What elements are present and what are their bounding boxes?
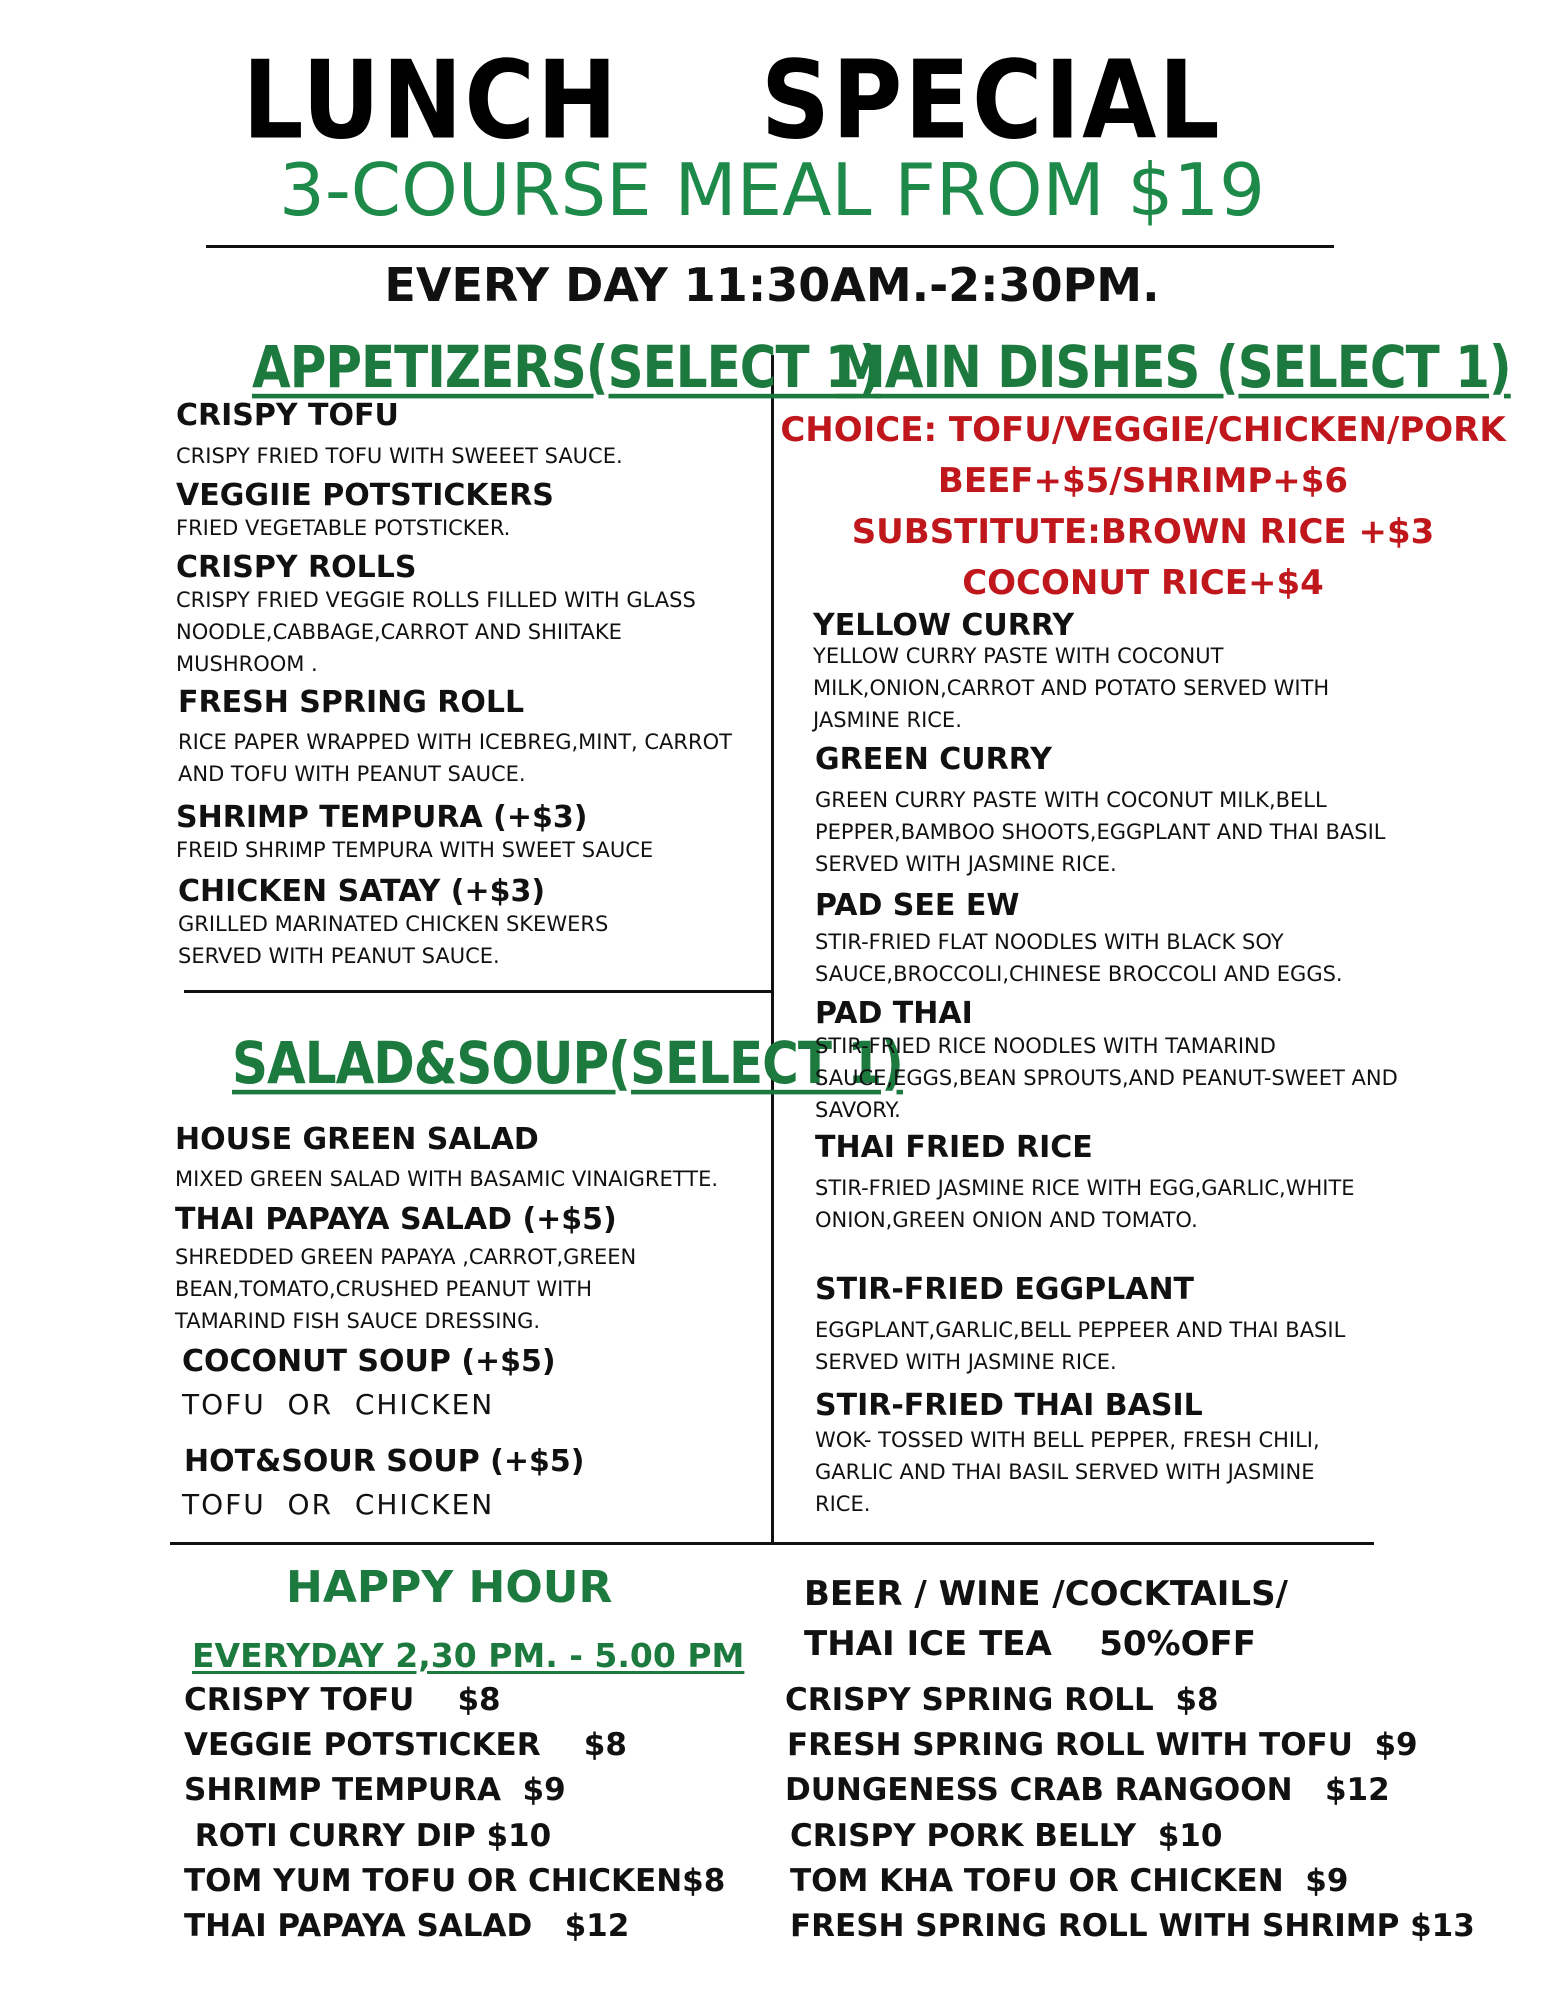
choice-line: BEEF+$5/SHRIMP+$6 (937, 461, 1349, 501)
salad-name: THAI PAPAYA SALAD (+$5) (175, 1202, 617, 1237)
happy-hour-item: TOM YUM TOFU OR CHICKEN$8 (184, 1863, 726, 1899)
drinks-line: BEER / WINE /COCKTAILS/ (804, 1574, 1288, 1614)
main-dish-name: THAI FRIED RICE (815, 1130, 1093, 1165)
salad-soup-heading: SALAD&SOUP(SELECT 1) (232, 1030, 904, 1097)
soup-name: COCONUT SOUP (+$5) (182, 1344, 556, 1379)
happy-hour-heading: HAPPY HOUR (286, 1562, 613, 1613)
happy-hour-item: FRESH SPRING ROLL WITH SHRIMP $13 (790, 1908, 1475, 1944)
happy-hour-item: TOM KHA TOFU OR CHICKEN $9 (790, 1863, 1349, 1899)
soup-name: HOT&SOUR SOUP (+$5) (184, 1444, 585, 1479)
column-divider (771, 355, 774, 1545)
main-dish-name: STIR-FRIED EGGPLANT (815, 1272, 1195, 1307)
main-dish-name: PAD SEE EW (815, 888, 1020, 923)
page-title: LUNCH SPECIAL (242, 38, 1222, 164)
appetizer-name: SHRIMP TEMPURA (+$3) (176, 800, 588, 835)
hours-text: EVERY DAY 11:30AM.-2:30PM. (384, 258, 1160, 312)
main-dish-desc: GREEN CURRY PASTE WITH COCONUT MILK,BELL PEPPER,BAMBOO SHOOTS,EGGPLANT AND THAI BASIL SERVED WITH JASMINE RICE. (815, 788, 1386, 876)
appetizer-name: CRISPY TOFU (176, 398, 399, 433)
happy-hour-time: EVERYDAY 2,30 PM. - 5.00 PM (192, 1636, 745, 1675)
appetizer-desc: RICE PAPER WRAPPED WITH ICEBREG,MINT, CARROT AND TOFU WITH PEANUT SAUCE. (178, 730, 732, 786)
choice-line: SUBSTITUTE:BROWN RICE +$3 (851, 512, 1435, 552)
appetizers-heading: APPETIZERS(SELECT 1) (252, 334, 881, 401)
main-dish-desc: STIR-FRIED JASMINE RICE WITH EGG,GARLIC,WHITE ONION,GREEN ONION AND TOMATO. (815, 1176, 1355, 1232)
main-dish-name: YELLOW CURRY (813, 608, 1075, 643)
appetizer-divider (184, 990, 772, 993)
appetizer-desc: GRILLED MARINATED CHICKEN SKEWERS SERVED WITH PEANUT SAUCE. (178, 912, 609, 968)
happy-hour-item: CRISPY SPRING ROLL $8 (785, 1682, 1219, 1718)
appetizer-name: FRESH SPRING ROLL (178, 685, 525, 720)
choice-line: CHOICE: TOFU/VEGGIE/CHICKEN/PORK (780, 410, 1506, 450)
main-dish-name: PAD THAI (815, 996, 973, 1031)
happy-hour-item: CRISPY TOFU $8 (184, 1682, 501, 1718)
salad-name: HOUSE GREEN SALAD (175, 1122, 539, 1157)
appetizer-desc: CRISPY FRIED VEGGIE ROLLS FILLED WITH GLASS NOODLE,CABBAGE,CARROT AND SHIITAKE MUSHROOM . (176, 588, 696, 676)
appetizer-name: CHICKEN SATAY (+$3) (178, 874, 546, 909)
main-dish-name: GREEN CURRY (815, 742, 1052, 777)
appetizer-desc: FRIED VEGETABLE POTSTICKER. (176, 516, 511, 540)
main-dish-desc: STIR-FRIED RICE NOODLES WITH TAMARIND SAUCE,EGGS,BEAN SPROUTS,AND PEANUT-SWEET AND SAVORY. (815, 1034, 1398, 1122)
bottom-divider (170, 1542, 1374, 1545)
appetizer-name: CRISPY ROLLS (176, 550, 417, 585)
main-dish-desc: WOK- TOSSED WITH BELL PEPPER, FRESH CHILI, GARLIC AND THAI BASIL SERVED WITH JASMINE RICE. (815, 1428, 1320, 1516)
happy-hour-item: VEGGIE POTSTICKER $8 (184, 1727, 627, 1763)
header-divider (206, 245, 1334, 248)
soup-options: TOFU OR CHICKEN (182, 1388, 495, 1421)
happy-hour-item: SHRIMP TEMPURA $9 (184, 1772, 566, 1808)
main-dish-desc: YELLOW CURRY PASTE WITH COCONUT MILK,ONION,CARROT AND POTATO SERVED WITH JASMINE RICE. (813, 644, 1330, 732)
appetizer-name: VEGGIIE POTSTICKERS (176, 478, 554, 513)
main-dish-name: STIR-FRIED THAI BASIL (815, 1388, 1203, 1423)
happy-hour-item: FRESH SPRING ROLL WITH TOFU $9 (787, 1727, 1418, 1763)
appetizer-desc: FREID SHRIMP TEMPURA WITH SWEET SAUCE (176, 838, 654, 862)
salad-desc: SHREDDED GREEN PAPAYA ,CARROT,GREEN BEAN,TOMATO,CRUSHED PEANUT WITH TAMARIND FISH SAUCE DRESSING. (175, 1245, 637, 1333)
main-dish-desc: STIR-FRIED FLAT NOODLES WITH BLACK SOY SAUCE,BROCCOLI,CHINESE BROCCOLI AND EGGS. (815, 930, 1343, 986)
page-subtitle: 3-COURSE MEAL FROM $19 (279, 148, 1265, 232)
choice-line: COCONUT RICE+$4 (962, 563, 1324, 603)
appetizer-desc: CRISPY FRIED TOFU WITH SWEEET SAUCE. (176, 444, 623, 468)
happy-hour-item: DUNGENESS CRAB RANGOON $12 (785, 1772, 1390, 1808)
happy-hour-item: THAI PAPAYA SALAD $12 (184, 1908, 630, 1944)
happy-hour-item: CRISPY PORK BELLY $10 (790, 1818, 1223, 1854)
main-dish-desc: EGGPLANT,GARLIC,BELL PEPPEER AND THAI BASIL SERVED WITH JASMINE RICE. (815, 1318, 1346, 1374)
happy-hour-item: ROTI CURRY DIP $10 (184, 1818, 552, 1854)
soup-options: TOFU OR CHICKEN (182, 1488, 495, 1521)
drinks-line: THAI ICE TEA 50%OFF (804, 1624, 1256, 1664)
main-dishes-heading: MAIN DISHES (SELECT 1) (836, 334, 1511, 401)
salad-desc: MIXED GREEN SALAD WITH BASAMIC VINAIGRETTE. (175, 1167, 719, 1191)
